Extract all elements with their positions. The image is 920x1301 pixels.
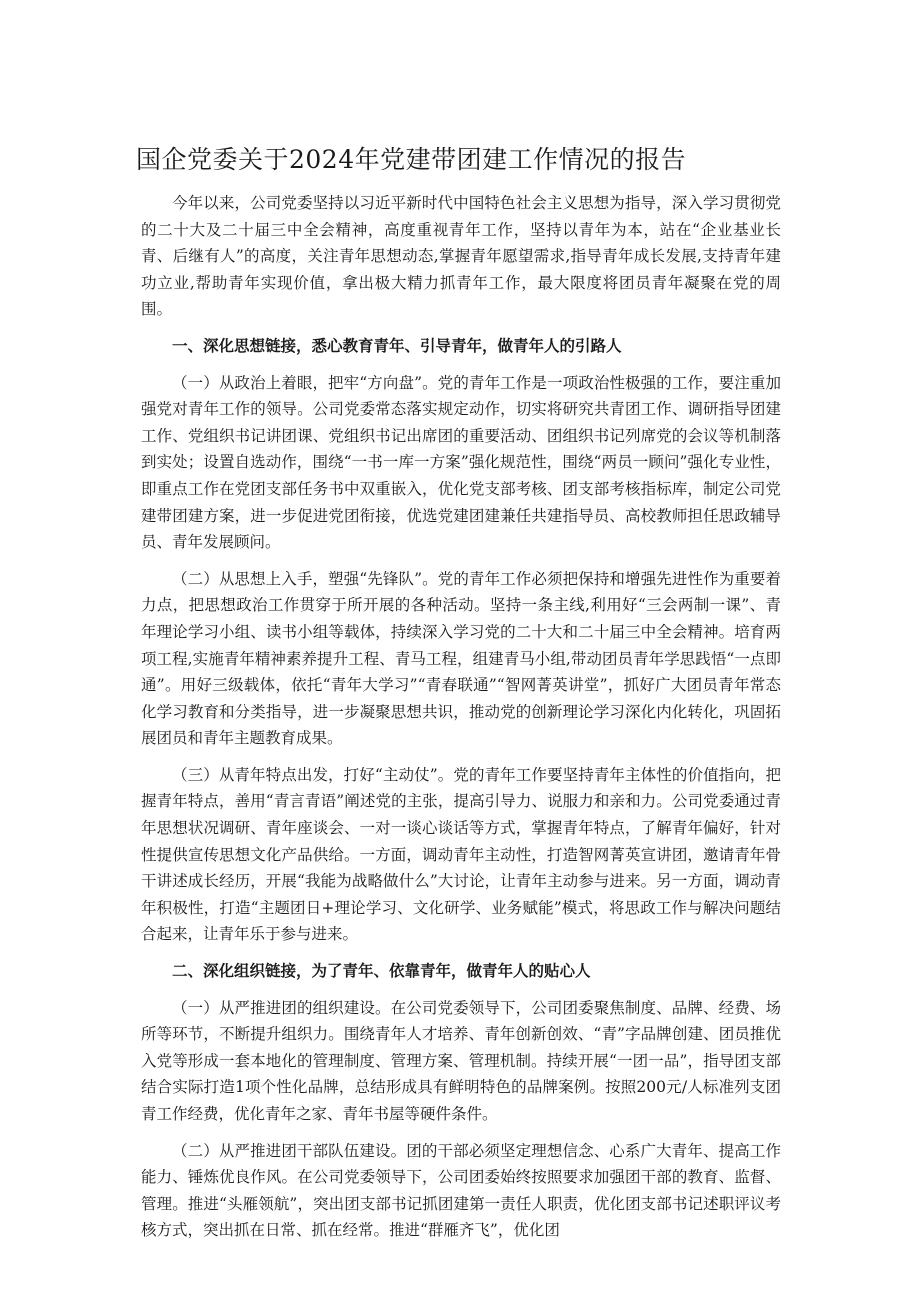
section-2-paragraph-1: （一）从严推进团的组织建设。在公司党委领导下，公司团委聚焦制度、品牌、经费、场所等环节，不断提升组织力。围绕青年人才培养、青年创新创效、“青”字品牌创建、团员推优入党等形成一套本地化的管理制度、管理方案、管理机制。持续开展“一团一品”，指导团支部结合实际打造1项个性化品牌，总结形成具有鲜明特色的品牌案例。按照200元/人标准列支团青工作经费，优化青年之家、青年书屋等硬件条件。 [141,998,781,1123]
section-1-heading: 一、深化思想链接，悉心教育青年、引导青年，做青年人的引路人 [172,335,622,355]
section-2-paragraph-2: （二）从严推进团干部队伍建设。团的干部必须坚定理想信念、心系广大青年、提高工作能力、锤炼优良作风。在公司党委领导下，公司团委始终按照要求加强团干部的教育、监督、管理。推进“头雁领航”，突出团支部书记抓团建第一责任人职责，优化团支部书记述职评议考核方式，突出抓在日常、抓在经常。推进“群雁齐飞”，优化团 [141,1141,781,1240]
section-1-paragraph-3: （三）从青年特点出发，打好“主动仗”。党的青年工作要坚持青年主体性的价值指向，把握青年特点，善用“青言青语”阐述党的主张，提高引导力、说服力和亲和力。公司党委通过青年思想状况调研、青年座谈会、一对一谈心谈话等方式，掌握青年特点，了解青年偏好，针对性提供宣传思想文化产品供给。一方面，调动青年主动性，打造智网菁英宣讲团，邀请青年骨干讲述成长经历，开展“我能为战略做什么”大讨论，让青年主动参与进来。另一方面，调动青年积极性，打造“主题团日+理论学习、文化研学、业务赋能”模式，将思政工作与解决问题结合起来，让青年乐于参与进来。 [141,765,781,944]
intro-paragraph: 今年以来，公司党委坚持以习近平新时代中国特色社会主义思想为指导，深入学习贯彻党的二十大及二十届三中全会精神，高度重视青年工作，坚持以青年为本，站在“企业基业长青、后继有人”的高度，关注青年思想动态,掌握青年愿望需求,指导青年成长发展,支持青年建功立业,帮助青年实现价值，拿出极大精力抓青年工作，最大限度将团员青年凝聚在党的周围。 [141,194,781,319]
document-body [141,190,781,1254]
section-1-paragraph-1: （一）从政治上着眼，把牢“方向盘”。党的青年工作是一项政治性极强的工作，要注重加强党对青年工作的领导。公司党委常态落实规定动作，切实将研究共青团工作、调研指导团建工作、党组织书记讲团课、党组织书记出席团的重要活动、团组织书记列席党的会议等机制落到实处；设置自选动作，围绕“一书一库一方案”强化规范性，围绕“两员一顾问”强化专业性，即重点工作在党团支部任务书中双重嵌入，优化党支部考核、团支部考核指标库，制定公司党建带团建方案，进一步促进党团衔接，优选党建团建兼任共建指导员、高校教师担任思政辅导员、青年发展顾问。 [141,373,781,552]
section-2-heading: 二、深化组织链接，为了青年、依靠青年，做青年人的贴心人 [172,961,591,981]
document-title: 国企党委关于2024年党建带团建工作情况的报告 [136,145,687,174]
section-1-paragraph-2: （二）从思想上入手，塑强“先锋队”。党的青年工作必须把保持和增强先进性作为重要着力点，把思想政治工作贯穿于所开展的各种活动。坚持一条主线,利用好“三会两制一课”、青年理论学习小组、读书小组等载体，持续深入学习党的二十大和二十届三中全会精神。培育两项工程,实施青年精神素养提升工程、青马工程，组建青马小组,带动团员青年学思践悟“一点即通”。用好三级载体，依托“青年大学习”“青春联通”“智网菁英讲堂”，抓好广大团员青年常态化学习教育和分类指导，进一步凝聚思想共识，推动党的创新理论学习深化内化转化，巩固拓展团员和青年主题教育成果。 [141,569,781,748]
